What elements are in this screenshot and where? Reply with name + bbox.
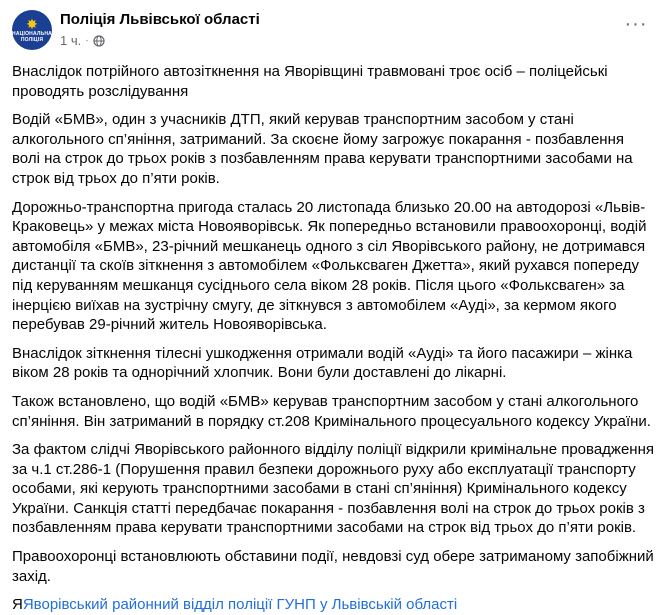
- source-prefix: Я: [12, 596, 23, 614]
- post-source-line: [12, 595, 654, 615]
- source-link[interactable]: Яворівський районний відділ поліції ГУНП у Львівській області: [22, 596, 458, 614]
- post-body: [12, 62, 654, 615]
- post-paragraph-3: Дорожньо-транспортна пригода сталась 20 листопада близько 20.00 на автодорозі «Львів-Краковець» у межах міста Новояворівськ. Як попередньо встановили правоохоронці, водій автомобіля «БМВ», 23-річний мешканець одного з сіл Яворівського району, не дотримався дистанції та скоїв зіткнення з автомобілем «Фольксваген Джетта», який рухався попереду під керуванням мешканця сусіднього села віком 28 років. Після цього «Фольксваген» за інерцією виїхав на зустрічну смугу, де зіткнувся з автомобілем «Ауді», за кермом якого перебував 29-річний житель Новояворівська.: [12, 198, 647, 334]
- post-timestamp[interactable]: 1 ч.: [60, 33, 82, 48]
- post-paragraph-1: Внаслідок потрійного автозіткнення на Яворівщині травмовані троє осіб – поліцейські проводять розслідування: [12, 63, 608, 100]
- post-paragraph-4: Внаслідок зіткнення тілесні ушкодження отримали водій «Ауді» та його пасажири – жінка віком 28 років та однорічний хлопчик. Вони були доставлені до лікарні.: [12, 344, 633, 382]
- post-header-text: [60, 10, 618, 49]
- avatar[interactable]: [12, 10, 52, 50]
- post-header: [12, 10, 654, 60]
- post-paragraph-7: Правоохоронці встановлюють обставини події, невдовзі суд обере затриманому запобіжний захід.: [12, 548, 654, 585]
- post-paragraph-5: Також встановлено, що водій «БМВ» керував транспортним засобом у стані алкогольного сп’яніння. Він затриманий в порядку ст.208 Кримінального процесуального кодексу України.: [12, 392, 651, 430]
- post-paragraph-6: За фактом слідчі Яворівського районного відділу поліції відкрили кримінальне провадження за ч.1 ст.286-1 (Порушення правил безпеки дорожнього руху або експлуатації транспорту особами, які керують транспортними засобами в стані сп’яніння) Кримінального кодексу України. Санкція статті передбачає покарання - позбавлення волі на строк до трьох років з позбавленням права керувати транспортними засобами на строк від трьох до п’яти років.: [12, 441, 654, 537]
- police-star-icon: ✸: [26, 16, 38, 32]
- meta-separator: ·: [85, 35, 89, 46]
- globe-icon[interactable]: [93, 35, 105, 47]
- post-paragraph-2: Водій «БМВ», один з учасників ДТП, який керував транспортним засобом у стані алкогольного сп’яніння, затриманий. За скоєне йому загрожує покарання - позбавлення волі на строк до трьох років з позбавленням права керувати транспортними засобами на строк від трьох до п’яти років.: [12, 111, 633, 187]
- post-meta: [60, 33, 618, 49]
- avatar-logo-text: НАЦІОНАЛЬНА ПОЛІЦІЯ: [12, 31, 52, 43]
- more-options-button[interactable]: ···: [624, 12, 648, 35]
- page-name-link[interactable]: Поліція Львівської області: [60, 11, 260, 28]
